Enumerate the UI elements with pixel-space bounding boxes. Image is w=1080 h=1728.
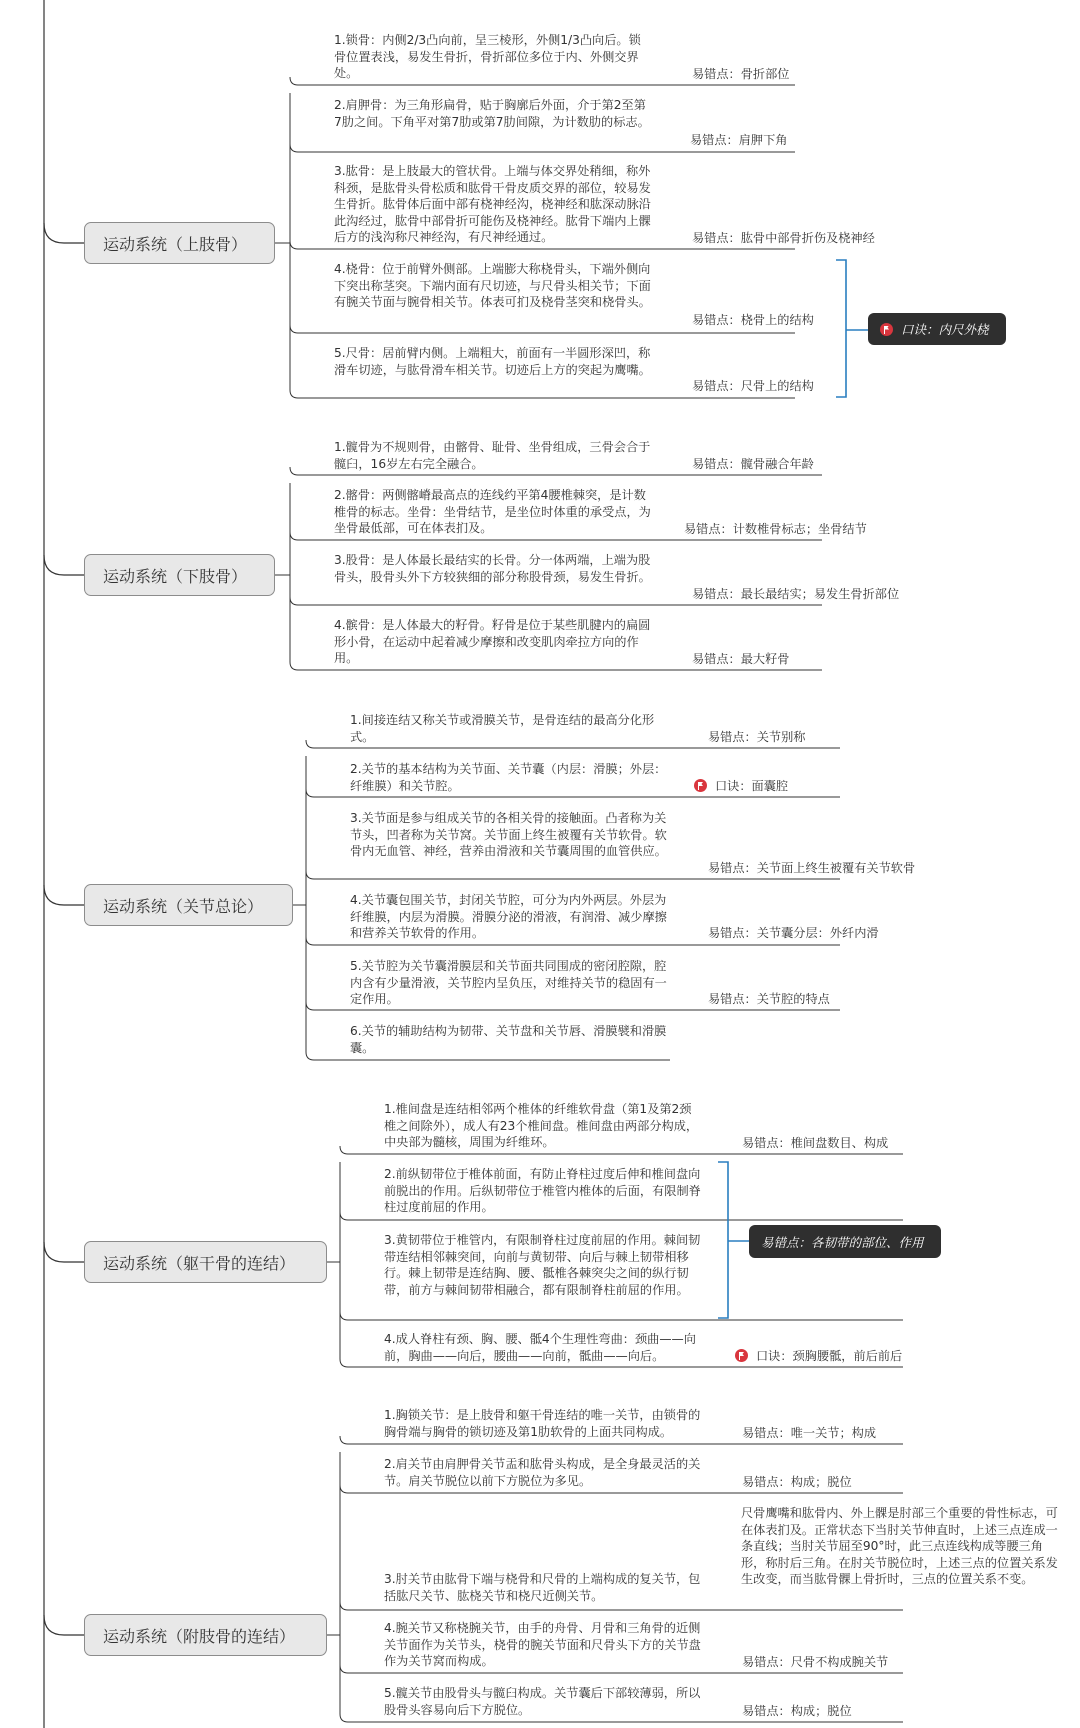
item-text: 4.髌骨：是人体最大的籽骨。籽骨是位于某些肌腱内的扁圆形小骨，在运动中起着减少摩擦和改变肌肉牵拉方向的作用。: [334, 618, 651, 665]
trunk-to-node-link: [44, 555, 84, 575]
topic-label: 运动系统（躯干骨的连结）: [103, 1253, 296, 1273]
topic-label: 运动系统（关节总论）: [103, 896, 264, 916]
item-text: 1.锁骨：内侧2/3凸向前，呈三棱形，外侧1/3凸向后。锁骨位置表浅，易发生骨折，骨折部位多位于内、外侧交界处。: [334, 33, 641, 80]
topic-node-lower-limb[interactable]: [84, 554, 275, 596]
item-note: 易错点：关节囊分层：外纤内滑: [708, 926, 879, 940]
item-text: 5.髋关节由股骨头与髋臼构成。关节囊后下部较薄弱，所以股骨头容易向后下方脱位。: [384, 1686, 701, 1717]
item-text: 4.腕关节又称桡腕关节，由手的舟骨、月骨和三角骨的近侧关节面作为关节头，桡骨的腕关节面和尺骨头下方的关节盘作为关节窝而构成。: [384, 1621, 701, 1668]
topic-node-joints-general[interactable]: [84, 884, 293, 926]
item-note: [694, 778, 788, 794]
item-text: 2.前纵韧带位于椎体前面，有防止脊柱过度后伸和椎间盘向前脱出的作用。后纵韧带位于椎管内椎体的后面，有限制脊柱过度前屈的作用。: [384, 1167, 701, 1214]
item-note: 易错点：肩胛下角: [690, 133, 788, 147]
item-note: 易错点：髋骨融合年龄: [692, 457, 814, 471]
item-underline: [340, 1312, 903, 1320]
item-text: 2.肩关节由肩胛骨关节盂和肱骨头构成，是全身最灵活的关节。肩关节脱位以前下方脱位为多见。: [384, 1457, 701, 1488]
item-text: 3.肱骨：是上肢最大的管状骨。上端与体交界处稍细，称外科颈，是肱骨头骨松质和肱骨干骨皮质交界的部位，较易发生骨折。肱骨体后面中部有桡神经沟，桡神经和肱深动脉沿此沟经过，肱骨中部骨折可能伤及桡神经。肱骨下端内上髁后方的浅沟称尺神经沟，有尺神经通过。: [334, 164, 651, 244]
item-note: 易错点：桡骨上的结构: [692, 313, 814, 327]
item-note: 易错点：最大籽骨: [692, 652, 790, 666]
item-text: 4.成人脊柱有颈、胸、腰、骶4个生理性弯曲：颈曲——向前，胸曲——向后，腰曲——向前，骶曲——向后。: [384, 1332, 696, 1363]
flag-icon: [880, 323, 893, 336]
item-note: 易错点：关节别称: [708, 730, 806, 744]
item-text: 3.黄韧带位于椎管内，有限制脊柱过度前屈的作用。棘间韧带连结相邻棘突间，向前与黄韧带、向后与棘上韧带相移行。棘上韧带是连结胸、腰、骶椎各棘突尖之间的纵行韧带，前方与棘间韧带相融合，都有限制脊柱前屈的作用。: [384, 1233, 701, 1297]
item-note: 易错点：关节腔的特点: [708, 992, 830, 1006]
topic-label: 运动系统（附肢骨的连结）: [103, 1626, 296, 1646]
tag-label: 易错点：各韧带的部位、作用: [761, 1234, 924, 1250]
mnemonic-tag[interactable]: [868, 313, 1006, 345]
trunk-to-node-link: [44, 1615, 84, 1635]
bracket-upper-limb: [836, 260, 868, 397]
item-text: 4.桡骨：位于前臂外侧部。上端膨大称桡骨头，下端外侧向下突出称茎突。下端内面有尺切迹，与尺骨头相关节；下面有腕关节面与腕骨相关节。体表可扪及桡骨茎突和桡骨头。: [334, 262, 651, 309]
flag-icon: [735, 1349, 748, 1362]
item-note-long: 尺骨鹰嘴和肱骨内、外上髁是肘部三个重要的骨性标志，可在体表扪及。正常状态下当肘关节伸直时，上述三点连成一条直线；当肘关节屈至90°时，此三点连线构成等腰三角形，称肘后三角。在肘关节脱位时，上述三点的位置关系发生改变，而当肱骨髁上骨折时，三点的位置关系不变。: [741, 1506, 1058, 1586]
item-text: 2.关节的基本结构为关节面、关节囊（内层：滑膜；外层：纤维膜）和关节腔。: [350, 762, 667, 793]
item-text: 1.椎间盘是连结相邻两个椎体的纤维软骨盘（第1及第2颈椎之间除外），成人有23个椎间盘。椎间盘由两部分构成，中央部为髓核，周围为纤维环。: [384, 1102, 699, 1149]
item-note: [735, 1348, 902, 1364]
item-text: 1.髋骨为不规则骨，由髂骨、耻骨、坐骨组成，三骨会合于髋臼，16岁左右完全融合。: [334, 440, 651, 471]
item-note: 易错点：骨折部位: [692, 67, 790, 81]
tag-label: 口诀：内尺外桡: [901, 322, 989, 337]
item-text: 4.关节囊包围关节，封闭关节腔，可分为内外两层。外层为纤维膜，内层为滑膜。滑膜分泌的滑液，有润滑、减少摩擦和营养关节软骨的作用。: [350, 893, 667, 940]
topic-node-limb-joints[interactable]: [84, 1614, 327, 1656]
trunk-to-node-link: [44, 1242, 84, 1262]
item-note: 易错点：关节面上终生被覆有关节软骨: [708, 861, 916, 875]
item-text: 2.髂骨：两侧髂嵴最高点的连线约平第4腰椎棘突，是计数椎骨的标志。坐骨：坐骨结节，是坐位时体重的承受点，为坐骨最低部，可在体表扪及。: [334, 488, 651, 535]
item-note: 易错点：唯一关节；构成: [742, 1426, 877, 1440]
mnemonic-tag[interactable]: [749, 1225, 941, 1258]
trunk-to-node-link: [44, 885, 84, 905]
trunk-to-node-link: [44, 223, 84, 243]
item-text: 1.胸锁关节：是上肢骨和躯干骨连结的唯一关节，由锁骨的胸骨端与胸骨的锁切迹及第1肋软骨的上面共同构成。: [384, 1408, 701, 1439]
item-note: 易错点：计数椎骨标志；坐骨结节: [684, 522, 867, 536]
item-note: 易错点：肱骨中部骨折伤及桡神经: [692, 231, 875, 245]
topic-node-trunk-joints[interactable]: [84, 1241, 327, 1283]
topic-node-upper-limb[interactable]: [84, 222, 275, 264]
item-text: 6.关节的辅助结构为韧带、关节盘和关节唇、滑膜襞和滑膜囊。: [350, 1024, 667, 1055]
item-text: 5.关节腔为关节囊滑膜层和关节面共同围成的密闭腔隙，腔内含有少量滑液，关节腔内呈负压，对维持关节的稳固有一定作用。: [350, 959, 667, 1006]
item-note: 易错点：尺骨不构成腕关节: [742, 1655, 889, 1669]
item-note: 易错点：最长最结实；易发生骨折部位: [692, 587, 900, 601]
note-label: 口诀：颈胸腰骶，前后前后: [756, 1349, 903, 1363]
item-note: 易错点：构成；脱位: [742, 1475, 852, 1489]
item-text: 3.股骨：是人体最长最结实的长骨。分一体两端，上端为股骨头，股骨头外下方较狭细的部分称股骨颈，易发生骨折。: [334, 553, 651, 584]
flag-icon: [694, 779, 707, 792]
item-text: 3.肘关节由肱骨下端与桡骨和尺骨的上端构成的复关节，包括肱尺关节、肱桡关节和桡尺近侧关节。: [384, 1572, 701, 1603]
item-note: 易错点：椎间盘数目、构成: [742, 1136, 889, 1150]
item-text: 5.尺骨：居前臂内侧。上端粗大，前面有一半圆形深凹，称滑车切迹，与肱骨滑车相关节。切迹后上方的突起为鹰嘴。: [334, 346, 651, 377]
topic-label: 运动系统（上肢骨）: [103, 234, 248, 254]
item-note: 易错点：构成；脱位: [742, 1704, 852, 1718]
topic-label: 运动系统（下肢骨）: [103, 566, 248, 586]
item-text: 3.关节面是参与组成关节的各相关骨的接触面。凸者称为关节头，凹者称为关节窝。关节面上终生被覆有关节软骨。软骨内无血管、神经，营养由滑液和关节囊周围的血管供应。: [350, 811, 667, 858]
bracket-trunk: [718, 1162, 749, 1318]
item-text: 1.间接连结又称关节或滑膜关节，是骨连结的最高分化形式。: [350, 713, 655, 744]
item-note: 易错点：尺骨上的结构: [692, 379, 814, 393]
item-text: 2.肩胛骨：为三角形扁骨，贴于胸廓后外面，介于第2至第7肋之间。下角平对第7肋或第7肋间隙，为计数肋的标志。: [334, 98, 650, 129]
note-label: 口诀：面囊腔: [715, 779, 789, 793]
